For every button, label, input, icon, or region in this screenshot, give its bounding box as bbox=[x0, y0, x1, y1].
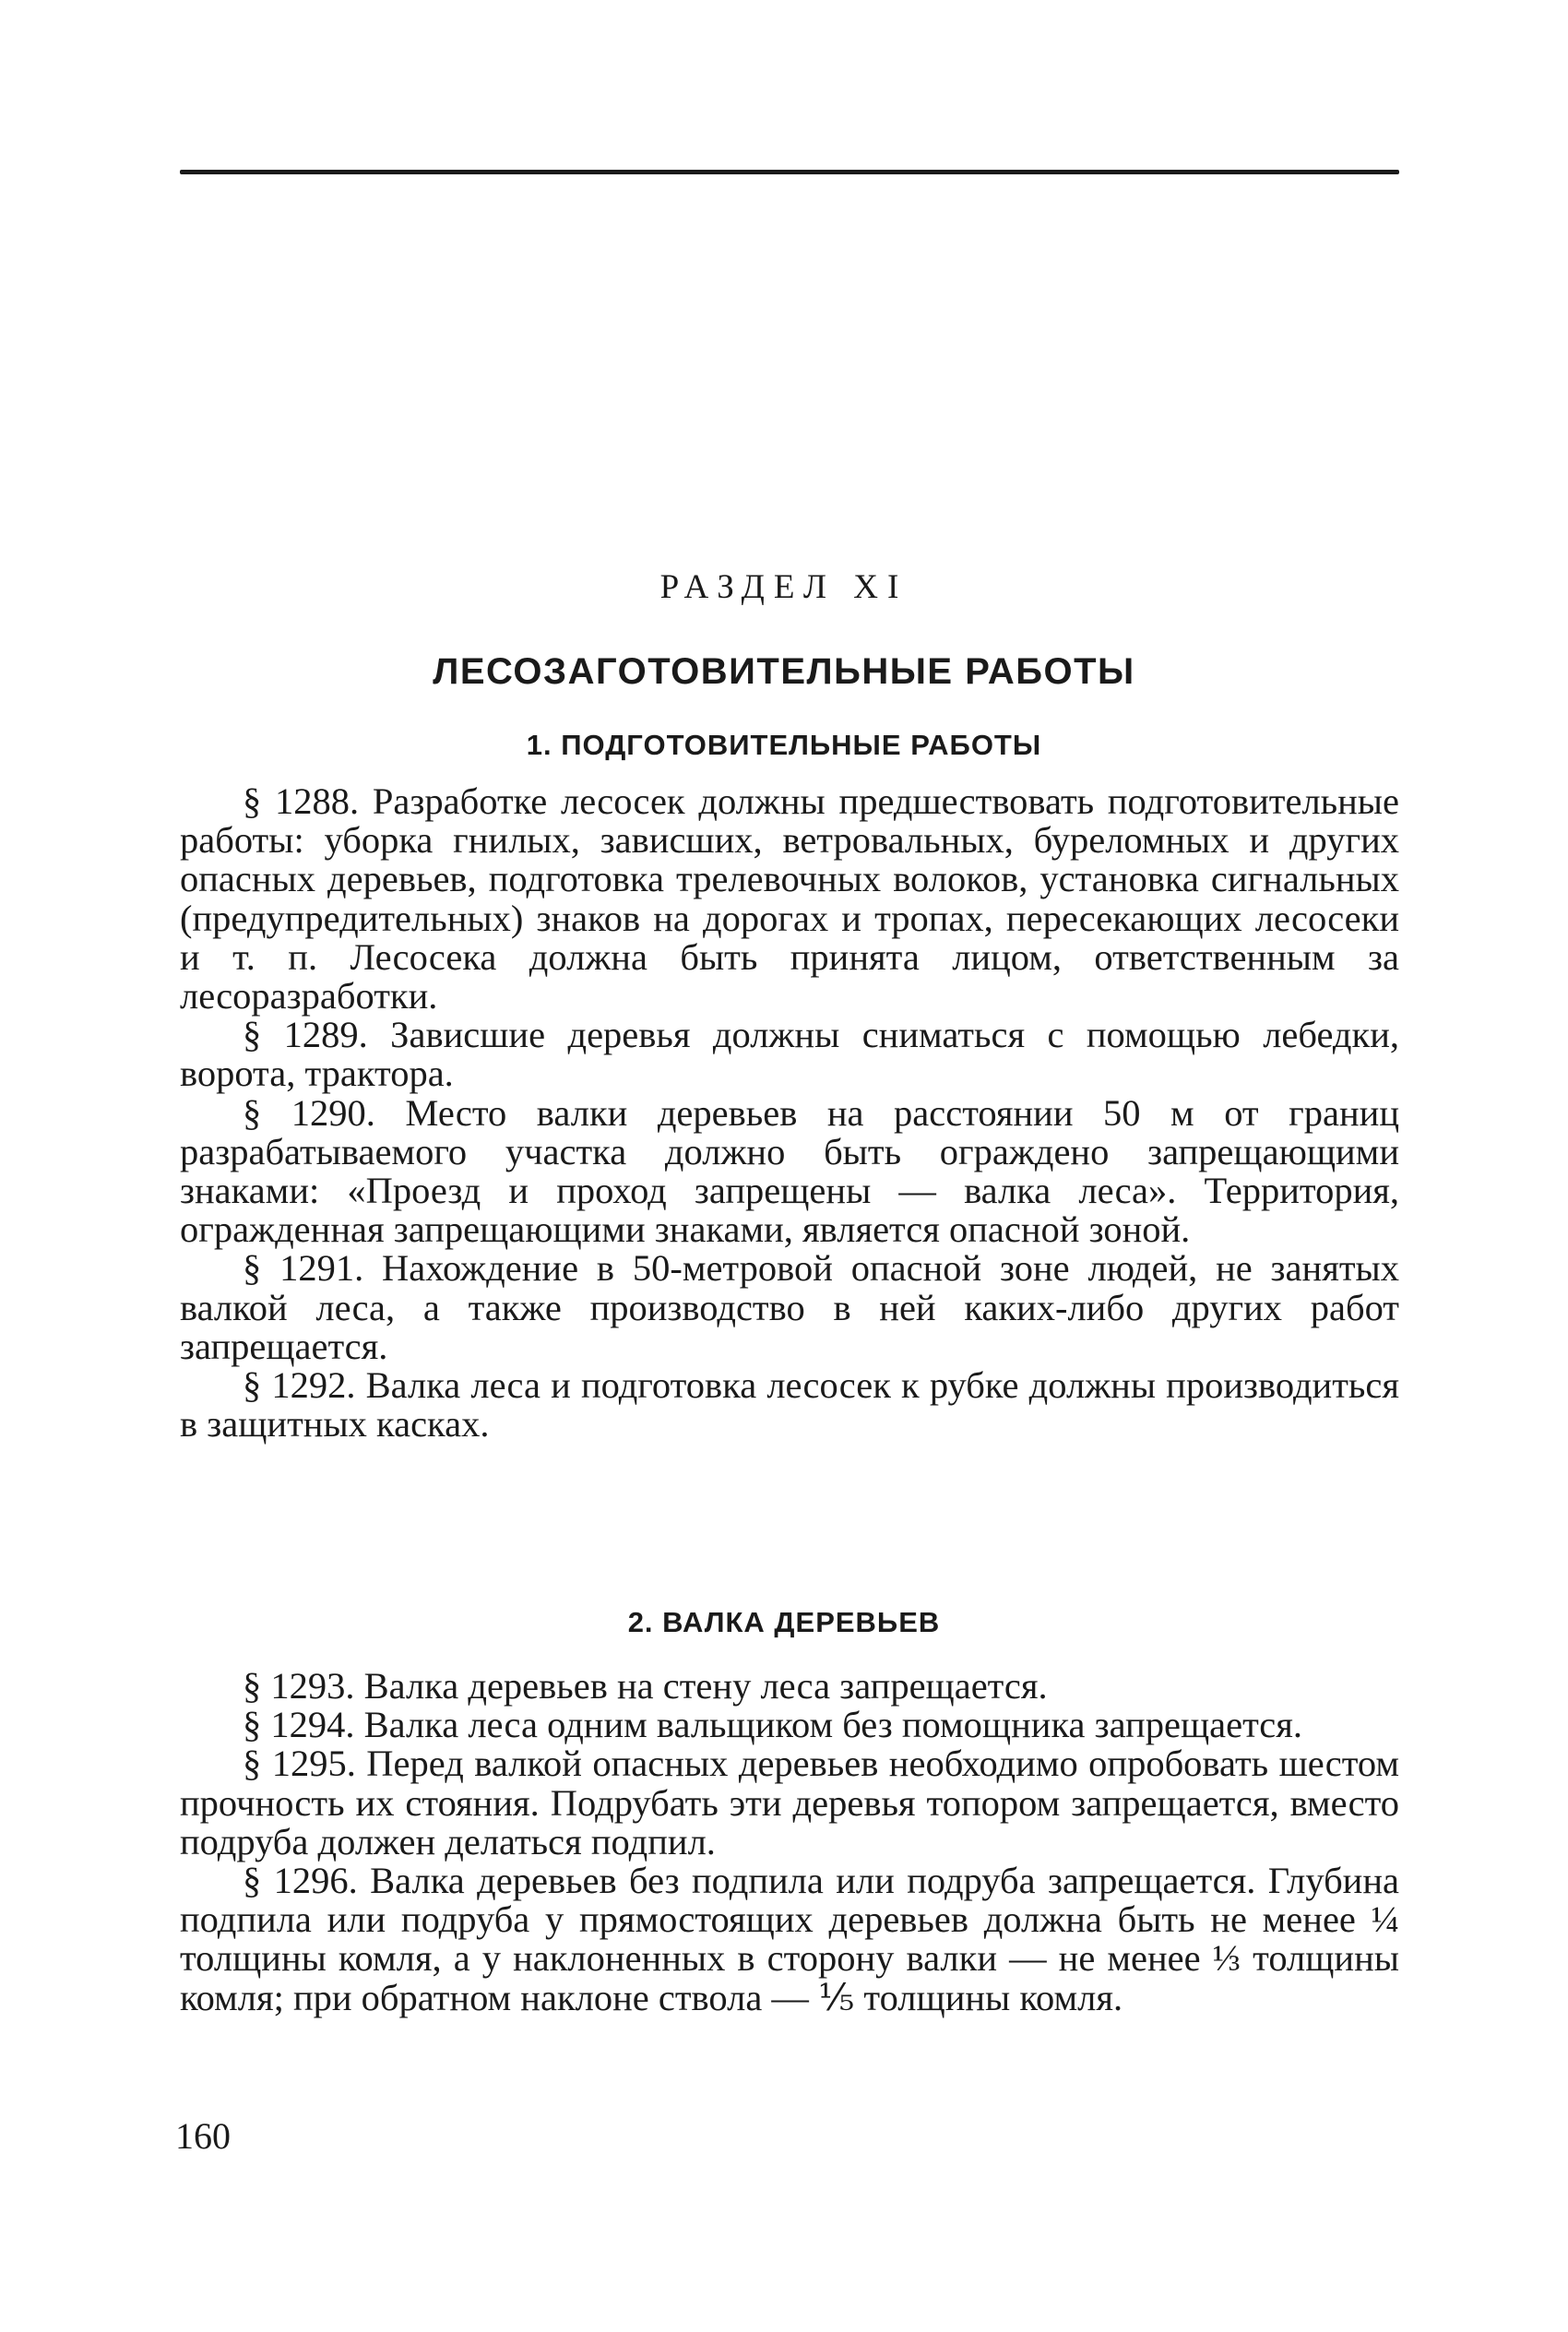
section-title: ЛЕСОЗАГОТОВИТЕЛЬНЫЕ РАБОТЫ bbox=[433, 651, 1135, 692]
paragraph-1288: § 1288. Разработке лесосек должны предшествовать подготовительные работы: уборка гнилых, зависших, ветровальных, буреломных и других опасных деревьев, подготовка трелевочных волоков, установка сигнальных (предупредительных) знаков на дорогах и тропах, пересекающих лесосеки и т. п. Лесосека должна быть принята лицом, ответственным за лесоразработки. bbox=[180, 780, 1399, 1017]
subsection-heading-1: 1. ПОДГОТОВИТЕЛЬНЫЕ РАБОТЫ bbox=[526, 729, 1042, 761]
section-label: РАЗДЕЛ XI bbox=[659, 568, 909, 606]
paragraph-1295: § 1295. Перед валкой опасных деревьев необходимо опробовать шестом прочность их стояния. Подрубать эти деревья топором запрещается, вместо подруба должен делаться подпил. bbox=[180, 1743, 1399, 1862]
paragraph-1292: § 1292. Валка леса и подготовка лесосек к рубке должны производиться в защитных касках. bbox=[180, 1364, 1399, 1446]
subsection-heading-2: 2. ВАЛКА ДЕРЕВЬЕВ bbox=[627, 1606, 941, 1638]
subsection-body-1 bbox=[180, 782, 1399, 1444]
paragraph-1291: § 1291. Нахождение в 50-метровой опасной зоне людей, не занятых валкой леса, а также производство в ней каких-либо других работ запрещается. bbox=[180, 1247, 1399, 1367]
paragraph-1294: § 1294. Валка леса одним вальщиком без помощника запрещается. bbox=[243, 1704, 1303, 1746]
subsection-body-2 bbox=[180, 1667, 1399, 2017]
paragraph-1289: § 1289. Зависшие деревья должны сниматься с помощью лебедки, ворота, трактора. bbox=[180, 1014, 1399, 1095]
page-number: 160 bbox=[175, 2115, 231, 2157]
paragraph-1293: § 1293. Валка деревьев на стену леса запрещается. bbox=[243, 1665, 1048, 1707]
paragraph-1296: § 1296. Валка деревьев без подпила или подруба запрещается. Глубина подпила или подруба у прямостоящих деревьев должна быть не менее ¼ толщины комля, а у наклоненных в сторону валки — не менее ⅓ толщины комля; при обратном наклоне ствола — ⅕ толщины комля. bbox=[180, 1860, 1399, 2018]
top-rule bbox=[180, 170, 1399, 174]
paragraph-1290: § 1290. Место валки деревьев на расстоянии 50 м от границ разрабатываемого участка должно быть ограждено запрещающими знаками: «Проезд и проход запрещены — валка леса». Территория, огражденная запрещающими знаками, является опасной зоной. bbox=[180, 1091, 1399, 1251]
